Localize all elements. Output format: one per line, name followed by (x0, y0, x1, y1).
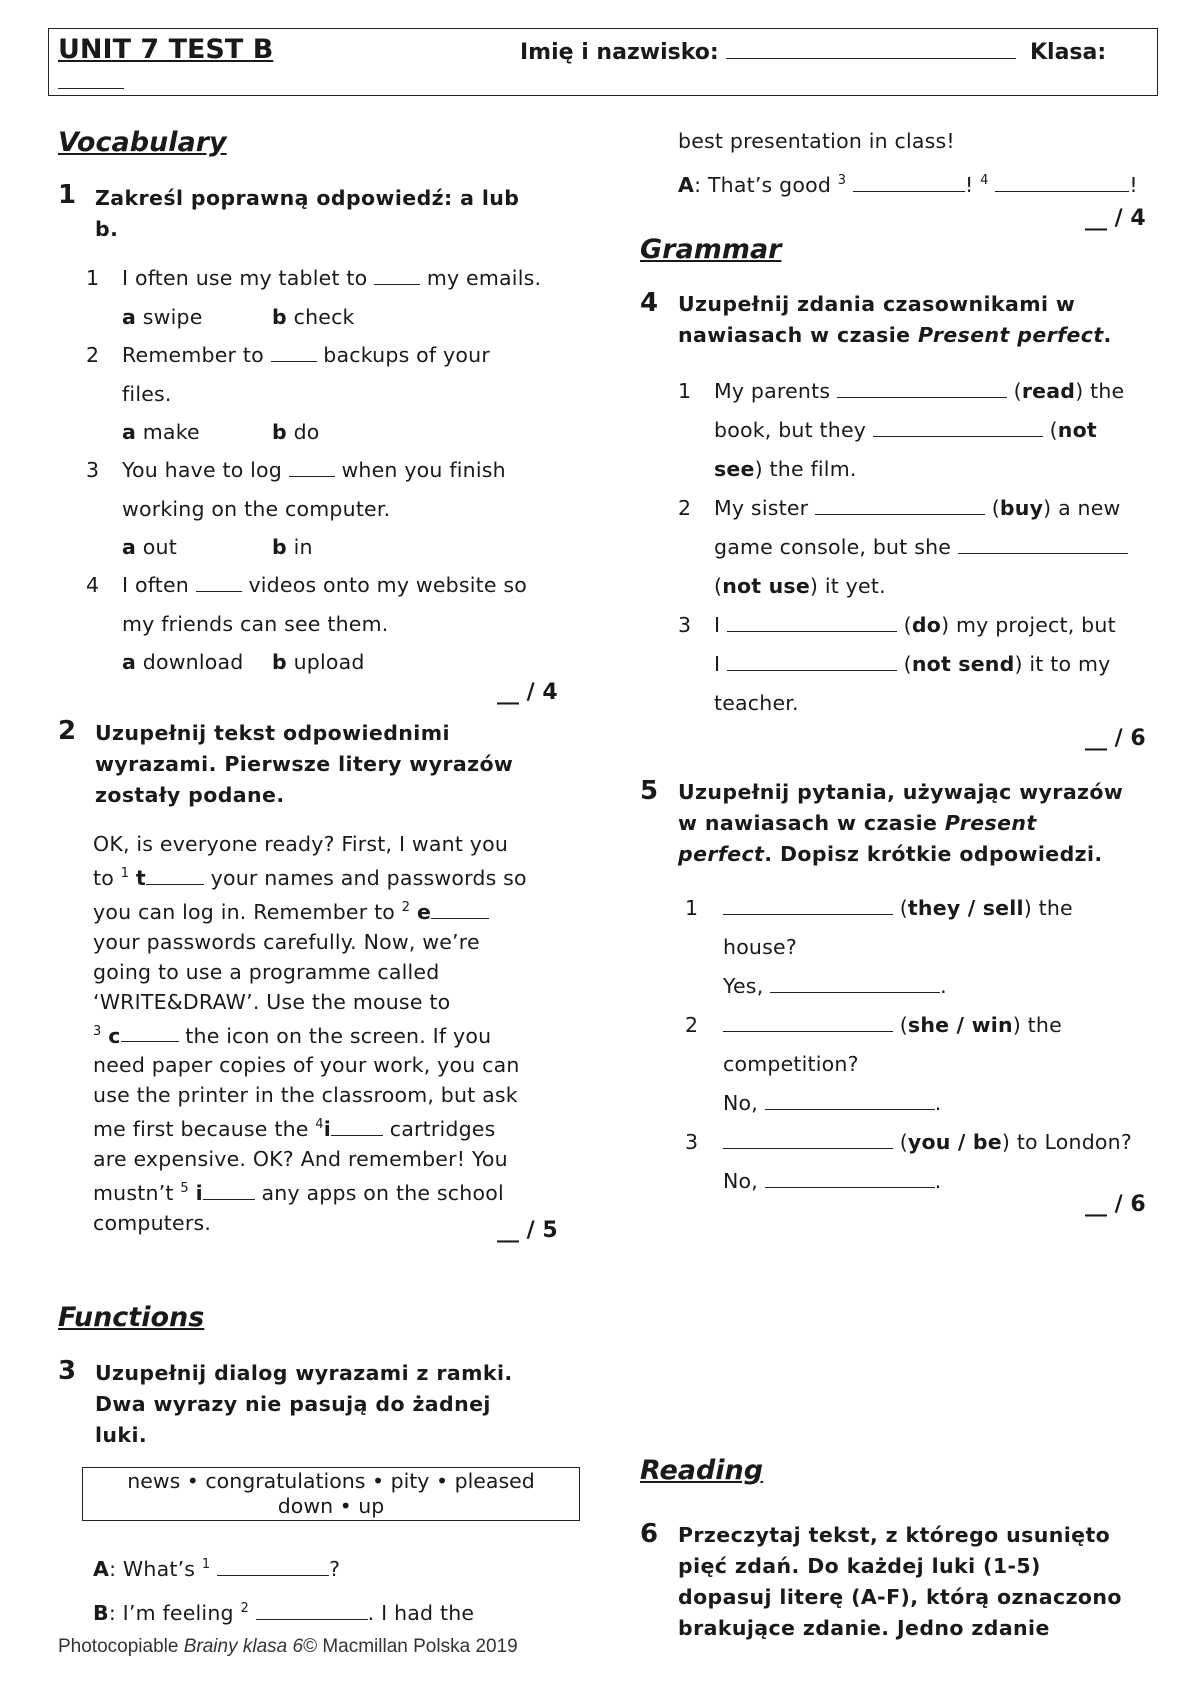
task-instruction: Uzupełnij dialog wyrazami z ramki. Dwa wyrazy nie pasują do żadnej luki. (95, 1361, 513, 1447)
question-item: 1 (they / sell) the (685, 896, 1073, 920)
dialogue-line-a: A: That’s good $^3$ ! $^4$ ! (678, 172, 1138, 197)
answer-gap[interactable] (727, 652, 897, 671)
section-vocabulary: Vocabulary (58, 127, 227, 158)
task-instruction: Uzupełnij zdania czasownikami w nawiasach w czasie Present perfect. (678, 292, 1112, 347)
answer-gap[interactable] (837, 379, 1007, 398)
score-box: __ / 6 (1085, 726, 1146, 751)
score-box: __ / 4 (497, 680, 558, 705)
question-item: 2 Remember to backups of your (86, 343, 490, 367)
answer-gap[interactable] (815, 496, 985, 515)
class-line[interactable] (58, 88, 124, 89)
answer-gap[interactable] (146, 866, 204, 885)
dialogue-continued: best presentation in class! A: That’s good $^3$ ! $^4$ ! (678, 122, 1138, 205)
question-item: 2 My sister (buy) a new (678, 496, 1121, 520)
answer-gap[interactable] (289, 458, 335, 477)
question-list: 1 (they / sell) the house? Yes, . 2 (she / win) the competition? No, . 3 (you / be) to London? No, . (685, 889, 1165, 1201)
section-functions: Functions (58, 1302, 205, 1333)
task-instruction: Zakreśl poprawną odpowiedź: a lub b. (95, 186, 520, 241)
word-box: news • congratulations • pity • pleased down • up (82, 1467, 580, 1521)
answer-gap[interactable] (770, 974, 940, 993)
answer-gap[interactable] (271, 343, 317, 362)
answer-gap[interactable] (331, 1117, 383, 1136)
section-grammar: Grammar (640, 234, 782, 265)
answer-gap[interactable] (723, 1130, 893, 1149)
task-number: 1 (58, 180, 77, 210)
task-instruction: Uzupełnij tekst odpowiednimi wyrazami. Pierwsze litery wyrazów zostały podane. (95, 721, 514, 807)
answer-options[interactable]: a make b do (122, 420, 320, 444)
answer-gap[interactable] (727, 613, 897, 632)
answer-gap[interactable] (121, 1023, 179, 1042)
question-item: 3 I (do) my project, but (678, 613, 1116, 637)
question-item: 4 I often videos onto my website so (86, 573, 528, 597)
answer-gap[interactable] (723, 896, 893, 915)
answer-gap[interactable] (765, 1091, 935, 1110)
footer-copyright: Photocopiable Brainy klasa 6© Macmillan Polska 2019 (58, 1636, 518, 1657)
answer-gap[interactable] (374, 266, 420, 285)
dialogue-line-a: A: What’s $^1$ ? (93, 1556, 341, 1581)
score-box: __ / 5 (497, 1218, 558, 1243)
task-number: 4 (640, 288, 659, 318)
answer-gap[interactable] (196, 573, 242, 592)
dialogue-line-b: B: I’m feeling $^2$ . I had the (93, 1600, 475, 1625)
task-number: 6 (640, 1519, 659, 1549)
answer-gap[interactable] (203, 1181, 255, 1200)
question-item: 3 (you / be) to London? (685, 1130, 1132, 1154)
gap-fill-text: OK, is everyone ready? First, I want you to $^1$ t your names and passwords so you can log in. Remember to $^2$ e your passwords carefully. Now, we’re going to use a programme called ‘WRITE&DRAW’. Use the mouse to $^3$ c the icon on the screen. If you need paper copies of your work, you can use the printer in the classroom, but ask me first because the $^4$i cartridges are expensive. OK? And remember! You mustn’t $^5$ i any apps on the school computers. (93, 832, 527, 1236)
answer-options[interactable]: a out b in (122, 535, 313, 559)
name-line[interactable] (726, 38, 1016, 59)
dialogue (93, 1545, 474, 1633)
score-box: __ / 6 (1085, 1192, 1146, 1217)
answer-gap[interactable] (958, 535, 1128, 554)
answer-gap[interactable] (873, 418, 1043, 437)
answer-gap[interactable] (723, 1013, 893, 1032)
question-item: 1 My parents (read) the (678, 379, 1125, 403)
question-item: 3 You have to log when you finish (86, 458, 506, 482)
name-field[interactable] (520, 38, 1106, 65)
question-item: 2 (she / win) the (685, 1013, 1062, 1037)
page-title: UNIT 7 TEST B (58, 34, 274, 65)
answer-gap[interactable] (995, 173, 1129, 192)
question-item: 1 I often use my tablet to my emails. (86, 266, 542, 290)
answer-gap[interactable] (256, 1601, 368, 1620)
answer-gap[interactable] (217, 1557, 329, 1576)
answer-gap[interactable] (853, 173, 965, 192)
task-number: 3 (58, 1356, 77, 1386)
answer-gap[interactable] (431, 900, 489, 919)
task-number: 2 (58, 716, 77, 746)
task-instruction: Uzupełnij pytania, używając wyrazów w nawiasach w czasie Present perfect. Dopisz krótkie odpowiedzi. (678, 780, 1124, 866)
answer-options[interactable]: a swipe b check (122, 305, 355, 329)
task-instruction: Przeczytaj tekst, z którego usunięto pięć zdań. Do każdej luki (1-5) dopasuj literę (A-F), którą oznaczono brakujące zdanie. Jedno zdanie (678, 1523, 1122, 1640)
question-list: 1 I often use my tablet to my emails. a swipe b check 2 Remember to backups of your files. a make b do 3 You have to log when you finish working on the computer. a out b in 4 I often videos onto my website so my friends can see them. a download b upload (86, 263, 541, 685)
score-box: __ / 4 (1085, 206, 1146, 231)
section-reading: Reading (640, 1455, 764, 1486)
name-label: Imię i nazwisko: (520, 40, 719, 65)
task-number: 5 (640, 776, 659, 806)
grammar-sentences: 1 My parents (read) the book, but they (not see) the film. 2 My sister (buy) a new game console, but she (not use) it yet. 3 I (do) my project, but I (not send) it to my teacher. (678, 372, 1158, 723)
answer-options[interactable]: a download b upload (122, 650, 365, 674)
class-label: Klasa: (1030, 40, 1107, 65)
answer-gap[interactable] (765, 1169, 935, 1188)
